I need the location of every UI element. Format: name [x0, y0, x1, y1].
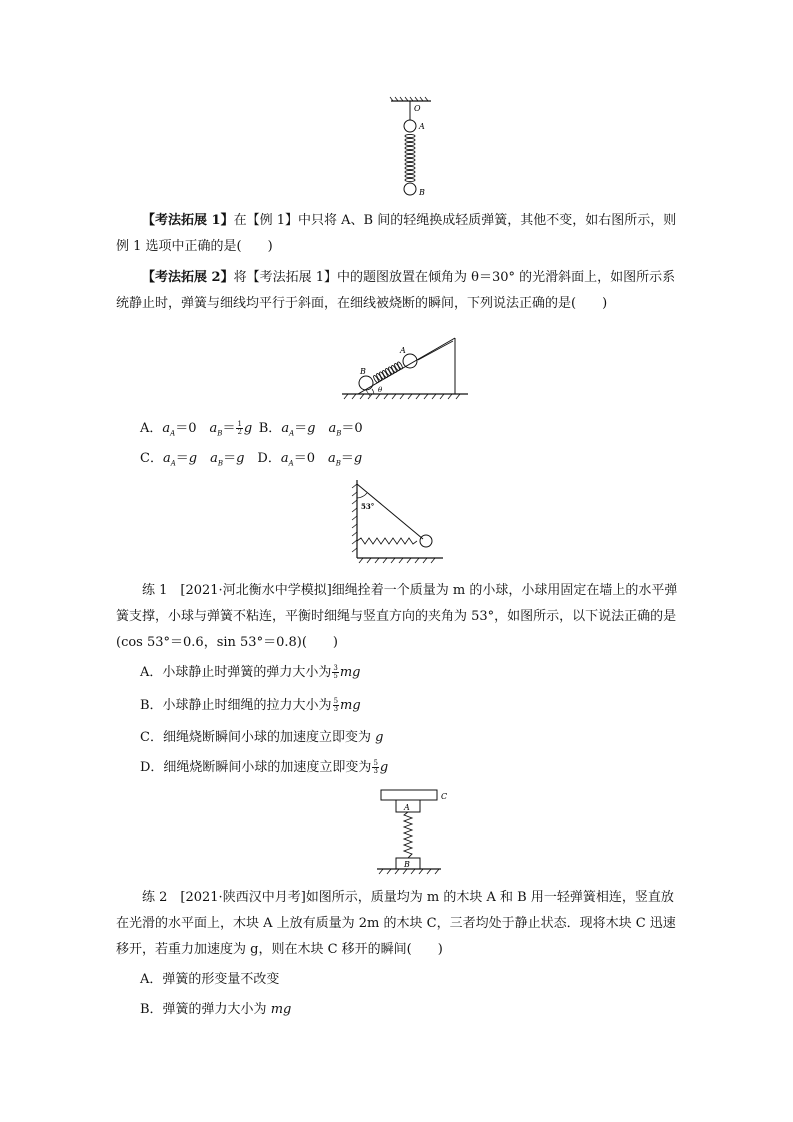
exercise-2-option-a: A．弹簧的形变量不改变	[140, 972, 280, 987]
label-a: A	[419, 122, 425, 131]
extension-1-paragraph	[116, 208, 681, 260]
extension-2-text: 将【考法拓展 1】中的题图放置在倾角为 θ＝30° 的光滑斜面上，如图所示系统静止时，弹簧与细线均平行于斜面，在细线被烧断的瞬间，下列说法正确的是( )	[116, 270, 676, 311]
fraction: $\frac{5}{3}$	[373, 759, 378, 775]
option-a-letter: A．	[140, 421, 163, 436]
extension-2-tag: 【考法拓展 2】	[142, 270, 234, 285]
extension-1-tag: 【考法拓展 1】	[142, 213, 234, 228]
extension-1-text: 在【例 1】中只将 A、B 间的轻绳换成轻质弹簧，其他不变，如右图所示，则例 1 选项中正确的是( )	[116, 213, 677, 254]
exercise-1-paragraph	[116, 578, 681, 656]
label-b: B	[360, 367, 366, 376]
option-b-letter: B．	[258, 421, 282, 436]
label-o: O	[414, 104, 421, 113]
exercise-2-paragraph	[116, 885, 681, 963]
label-theta: θ	[378, 386, 383, 394]
option-c-letter: C．	[140, 451, 163, 466]
exercise-1-option-c: C．细绳烧断瞬间小球的加速度立即变为 g	[140, 730, 384, 745]
angle-label: 53°	[361, 502, 375, 511]
label-c: C	[441, 792, 448, 801]
fraction-one-half: $\frac{1}{2}$	[237, 420, 242, 436]
option-d-letter: D．	[257, 451, 281, 466]
extension-2-paragraph	[116, 265, 681, 317]
label-b: B	[404, 860, 410, 869]
extension-2-options-row-1: A．$a_A=0$ $a_B=$ $\frac{1}{2}$ g B．$a_A=g$ $a_B=0$	[140, 420, 363, 438]
incline-figure	[340, 330, 470, 406]
exercise-2-text: 练 2 [2021·陕西汉中月考]如图所示，质量均为 m 的木块 A 和 B 用一轻弹簧相连，竖直放在光滑的水平面上，木块 A 上放有质量为 2m 的木块 C，三者均处于静止状态．现将木块 C 迅速移开，若重力加速度为 g，则在木块 C 移开的瞬间( )	[116, 890, 676, 957]
extension-2-options-row-2: C．$a_A=g$ $a_B=g$ D．$a_A=0$ $a_B=g$	[140, 451, 363, 468]
exercise-1-option-d: D．细绳烧断瞬间小球的加速度立即变为 $\frac{5}{3}$ g	[140, 759, 389, 775]
exercise-1-option-b: B．小球静止时细绳的拉力大小为 $\frac{5}{3}$ mg	[140, 697, 361, 713]
hanging-spring-figure	[385, 96, 445, 200]
fraction: $\frac{5}{3}$	[333, 697, 339, 713]
exercise-1-option-a: A．小球静止时弹簧的弹力大小为 $\frac{3}{5}$ mg	[140, 664, 361, 680]
label-a: A	[404, 803, 410, 812]
fraction: $\frac{3}{5}$	[333, 664, 338, 680]
label-b: B	[419, 188, 425, 197]
exercise-2-option-b: B．弹簧的弹力大小为 mg	[140, 1002, 292, 1017]
exercise-1-text: 练 1 [2021·河北衡水中学模拟]细绳拴着一个质量为 m 的小球，小球用固定在墙上的水平弹簧支撑，小球与弹簧不粘连，平衡时细绳与竖直方向的夹角为 53°，如图所示，以下说法正确的是(cos 53°＝0.6，sin 53°＝0.8)( )	[116, 583, 678, 650]
wall-rope-spring-figure	[345, 478, 445, 566]
label-a: A	[400, 346, 406, 355]
blocks-spring-figure	[375, 786, 455, 878]
